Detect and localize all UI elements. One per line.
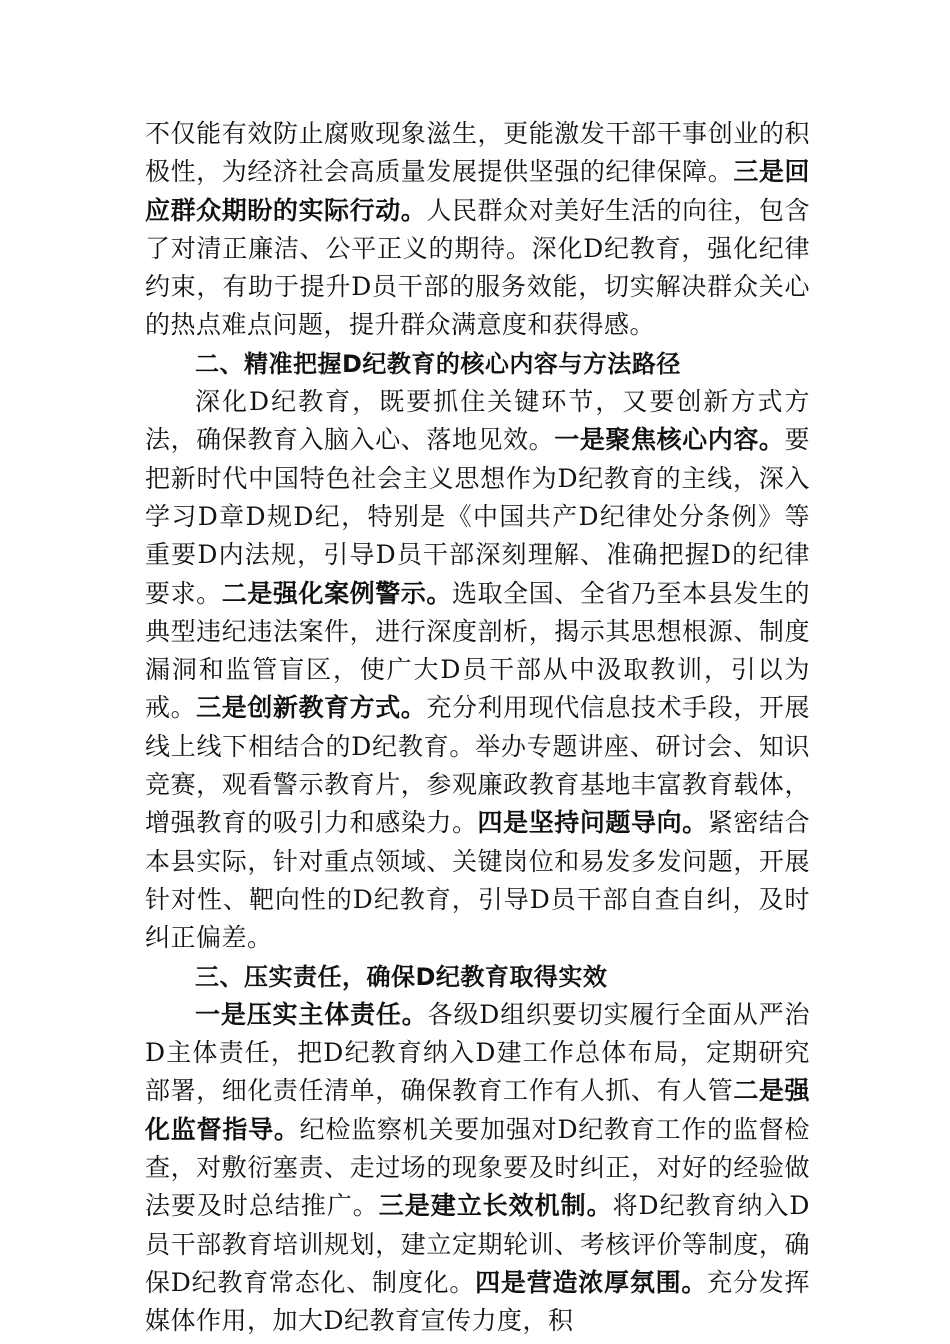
section-heading-2: 二、精准把握D纪教育的核心内容与方法路径 [195,349,681,378]
paragraph-text: 各级D组织要切实履行全面从严治D主体责任，把D纪教育纳入D建工作总体布局，定期研究部署，细化责任清单，确保教育工作有人抓、有人管 [145,999,810,1106]
key-point: 四是营造浓厚氛围。 [475,1267,708,1297]
key-point: 一是压实主体责任。 [195,999,428,1029]
key-point: 三是建立长效机制。 [378,1191,613,1221]
key-point: 三是创新教育方式。 [196,693,427,723]
key-point: 四是坚持问题导向。 [477,808,708,838]
paragraph-text: 将D纪教育纳入D员干部教育培训规划，建立定期轮训、考核评价等制度，确保D纪教育常态化、制度化。 [145,1191,810,1297]
paragraph-text: 纪检监察机关要加强对D纪教育工作的监督检查，对敷衍塞责、走过场的现象要及时纠正，对好的经验做法要及时总结推广。 [145,1114,810,1221]
paragraph-3 [145,996,810,1341]
paragraph-text: 充分发挥媒体作用，加大D纪教育宣传力度，积 [145,1267,810,1336]
key-point: 二是强化案例警示。 [221,578,452,608]
paragraph-1 [145,115,810,345]
paragraph-text: 不仅能有效防止腐败现象滋生，更能激发干部干事创业的积极性，为经济社会高质量发展提供坚强的纪律保障。 [145,119,810,187]
paragraph-2 [145,383,810,957]
paragraph-text: 充分利用现代信息技术手段，开展线上线下相结合的D纪教育。举办专题讲座、研讨会、知识竞赛，观看警示教育片，参观廉政教育基地丰富教育载体，增强教育的吸引力和感染力。 [145,693,810,838]
paragraph-text: 要把新时代中国特色社会主义思想作为D纪教育的主线，深入学习D章D规D纪，特别是《中国共产D纪律处分条例》等重要D内法规，引导D员干部深刻理解、准确把握D的纪律要求。 [145,425,810,608]
key-point: 一是聚焦核心内容。 [554,425,785,455]
paragraph-text: 紧密结合本县实际，针对重点领域、关键岗位和易发多发问题，开展针对性、靶向性的D纪教育，引导D员干部自查自纠，及时纠正偏差。 [145,808,810,953]
paragraph-text: 选取全国、全省乃至本县发生的典型违纪违法案件，进行深度剖析，揭示其思想根源、制度漏洞和监管盲区，使广大D员干部从中汲取教训，引以为戒。 [145,578,810,723]
paragraph-text: 人民群众对美好生活的向往，包含了对清正廉洁、公平正义的期待。深化D纪教育，强化纪律约束，有助于提升D员干部的服务效能，切实解决群众关心的热点难点问题，提升群众满意度和获得感。 [145,195,810,340]
document-page [145,115,810,1341]
key-point: 三是回应群众期盼的实际行动。 [145,157,810,225]
section-heading-3: 三、压实责任，确保D纪教育取得实效 [195,962,608,991]
paragraph-text: 深化D纪教育，既要抓住关键环节，又要创新方式方法，确保教育入脑入心、落地见效。 [145,387,810,455]
key-point: 二是强化监督指导。 [145,1076,810,1144]
